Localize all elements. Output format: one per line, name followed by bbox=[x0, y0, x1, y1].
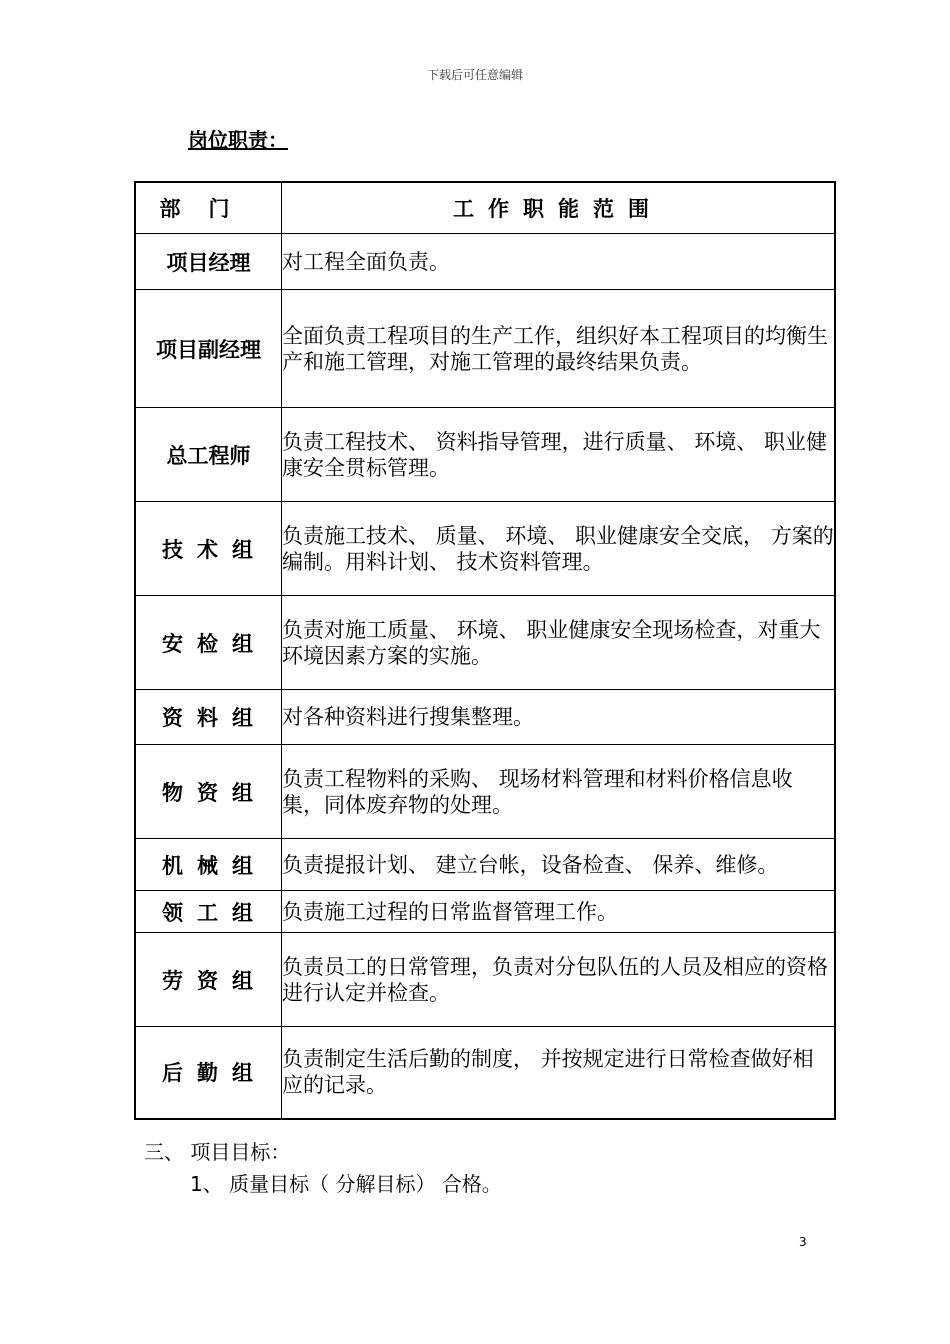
department-cell: 项目经理 bbox=[135, 234, 282, 290]
department-cell: 安检组 bbox=[135, 596, 282, 690]
department-cell: 领工组 bbox=[135, 891, 282, 933]
table-row bbox=[135, 745, 835, 839]
page-number: 3 bbox=[799, 1235, 807, 1249]
table-row bbox=[135, 690, 835, 745]
duty-description-cell: 对工程全面负责。 bbox=[282, 234, 836, 290]
department-cell: 项目副经理 bbox=[135, 290, 282, 408]
duty-description-cell: 全面负责工程项目的生产工作，组织好本工程项目的均衡生产和施工管理，对施工管理的最终结果负责。 bbox=[282, 290, 836, 408]
table-row bbox=[135, 502, 835, 596]
department-cell: 机械组 bbox=[135, 839, 282, 891]
duty-description-cell: 对各种资料进行搜集整理。 bbox=[282, 690, 836, 745]
duty-description-cell: 负责制定生活后勤的制度， 并按规定进行日常检查做好相应的记录。 bbox=[282, 1027, 836, 1119]
section-title: 岗位职责： bbox=[188, 128, 288, 152]
column-header-scope: 工作职能范围 bbox=[282, 182, 836, 234]
duty-description-cell: 负责员工的日常管理，负责对分包队伍的人员及相应的资格进行认定并检查。 bbox=[282, 933, 836, 1027]
table-row bbox=[135, 596, 835, 690]
department-cell: 后勤组 bbox=[135, 1027, 282, 1119]
duty-description-cell: 负责提报计划、 建立台帐，设备检查、 保养、维修。 bbox=[282, 839, 836, 891]
department-cell: 技术组 bbox=[135, 502, 282, 596]
table-row bbox=[135, 933, 835, 1027]
duty-description-cell: 负责工程技术、 资料指导管理，进行质量、 环境、 职业健康安全贯标管理。 bbox=[282, 408, 836, 502]
duty-description-cell: 负责施工技术、 质量、 环境、 职业健康安全交底， 方案的编制。用料计划、 技术资料管理。 bbox=[282, 502, 836, 596]
table-header-row bbox=[135, 182, 835, 234]
table-row bbox=[135, 408, 835, 502]
duty-description-cell: 负责施工过程的日常监督管理工作。 bbox=[282, 891, 836, 933]
table-row bbox=[135, 891, 835, 933]
column-header-department: 部门 bbox=[135, 182, 282, 234]
department-cell: 劳资组 bbox=[135, 933, 282, 1027]
objective-item-quality: 1、 质量目标（ 分解目标） 合格。 bbox=[190, 1172, 502, 1196]
table-row bbox=[135, 290, 835, 408]
table-row bbox=[135, 234, 835, 290]
duty-description-cell: 负责对施工质量、 环境、 职业健康安全现场检查，对重大环境因素方案的实施。 bbox=[282, 596, 836, 690]
table-row bbox=[135, 1027, 835, 1119]
objectives-heading: 三、 项目目标： bbox=[144, 1140, 291, 1164]
department-cell: 物资组 bbox=[135, 745, 282, 839]
page-header-note: 下载后可任意编辑 bbox=[426, 68, 523, 82]
duties-table bbox=[134, 181, 836, 1120]
department-cell: 总工程师 bbox=[135, 408, 282, 502]
duty-description-cell: 负责工程物料的采购、 现场材料管理和材料价格信息收集，同体废弃物的处理。 bbox=[282, 745, 836, 839]
table-row bbox=[135, 839, 835, 891]
department-cell: 资料组 bbox=[135, 690, 282, 745]
